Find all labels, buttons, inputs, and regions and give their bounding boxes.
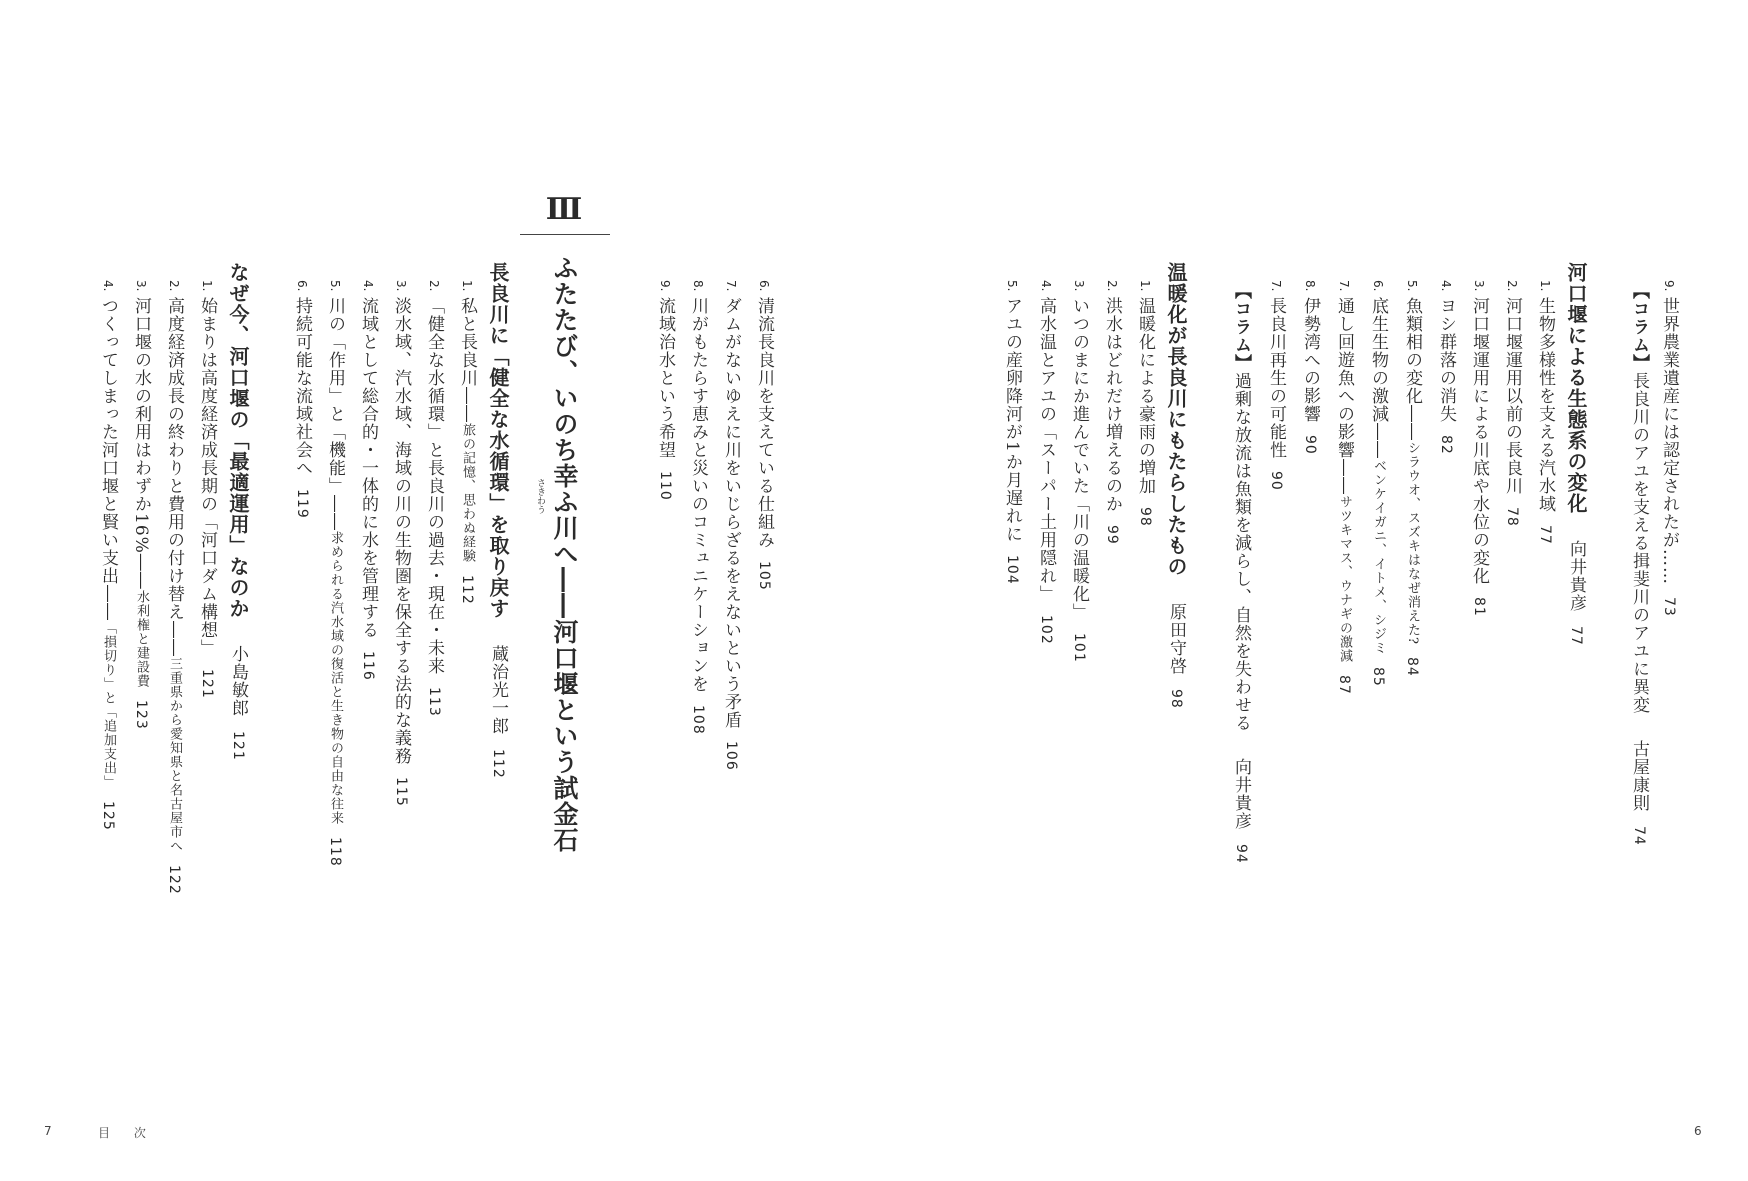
toc-column-entry[interactable]: 【コラム】 過剰な放流は魚類を減らし、自然を失わせる 向井貴彦 94 bbox=[1231, 282, 1251, 864]
toc-entry[interactable]: 3. 河口堰運用による川底や水位の変化 81 bbox=[1469, 280, 1489, 618]
toc-entry[interactable]: 1. 生物多様性を支える汽水域 77 bbox=[1535, 280, 1555, 546]
toc-entry[interactable]: 3. 淡水域、汽水域、海域の川の生物圏を保全する法的な義務 115 bbox=[391, 280, 411, 808]
toc-chapter-water[interactable]: 長良川に「健全な水循環」を取り戻す 蔵治光一郎 112 bbox=[486, 262, 510, 779]
toc-entry[interactable]: 5. アユの産卵降河が1か月遅れに 104 bbox=[1002, 280, 1022, 586]
toc-entry[interactable]: 1. 私と長良川―― 旅の記憶、思わぬ経験 112 bbox=[457, 280, 477, 606]
page-number-right: 6 bbox=[1694, 1124, 1702, 1138]
part-rule bbox=[520, 234, 610, 235]
toc-chapter-ecology[interactable]: 河口堰による生態系の変化 向井貴彦 77 bbox=[1564, 262, 1588, 646]
toc-chapter-why[interactable]: なぜ今、河口堰の「最適運用」なのか 小島敏郎 121 bbox=[226, 262, 250, 761]
part-title-furigana: さきわう bbox=[535, 478, 545, 514]
toc-entry[interactable]: 7. 長良川再生の可能性 90 bbox=[1266, 280, 1286, 492]
toc-entry[interactable]: 3. 河口堰の水の利用はわずか16%―― 水利権と建設費 123 bbox=[131, 280, 151, 730]
page-number-left: 7 bbox=[44, 1124, 52, 1138]
toc-entry[interactable]: 2. 高度経済成長の終わりと費用の付け替え―― 三重県から愛知県と名古屋市へ 122 bbox=[164, 280, 184, 896]
toc-entry[interactable]: 2. 洪水はどれだけ増えるのか 99 bbox=[1102, 280, 1122, 546]
toc-entry[interactable]: 3. いつのまにか進んでいた「川の温暖化」 101 bbox=[1069, 280, 1089, 664]
toc-entry[interactable]: 1. 始まりは高度経済成長期の「河口ダム構想」 121 bbox=[197, 280, 217, 700]
toc-entry[interactable]: 5. 川の「作用」と「機能」―― 求められる汽水域の復活と生き物の自由な往来 118 bbox=[325, 280, 345, 868]
running-head: 目 次 bbox=[98, 1126, 156, 1140]
toc-entry[interactable]: 9. 流域治水という希望 110 bbox=[655, 280, 675, 502]
toc-entry[interactable]: 4. つくってしまった河口堰と賢い支出―― 「損切り」と「追加支出」 125 bbox=[98, 280, 118, 832]
toc-entry[interactable]: 4. 高水温とアユの「スーパー土用隠れ」 102 bbox=[1036, 280, 1056, 646]
toc-chapter-warming[interactable]: 温暖化が長良川にもたらしたもの 原田守啓 98 bbox=[1164, 262, 1188, 709]
part-numeral: Ⅲ bbox=[545, 192, 585, 227]
toc-entry[interactable]: 8. 川がもたらす恵みと災いのコミュニケーションを 108 bbox=[688, 280, 708, 736]
toc-entry[interactable]: 1. 温暖化による豪雨の増加 98 bbox=[1135, 280, 1155, 528]
toc-entry[interactable]: 8. 伊勢湾への影響 90 bbox=[1300, 280, 1320, 456]
toc-entry[interactable]: 7. 通し回遊魚への影響―― サツキマス、ウナギの激減 87 bbox=[1334, 280, 1354, 696]
toc-entry[interactable]: 7. ダムがないゆえに川をいじらざるをえないという矛盾 106 bbox=[721, 280, 741, 772]
toc-entry[interactable]: 9. 世界農業遺産には認定されたが…… 73 bbox=[1659, 280, 1679, 618]
toc-entry[interactable]: 2. 河口堰運用以前の長良川 78 bbox=[1502, 280, 1522, 528]
toc-entry[interactable]: 6. 底生生物の激減―― ベンケイガニ、イトメ、シジミ 85 bbox=[1368, 280, 1388, 688]
toc-column-entry[interactable]: 【コラム】 長良川のアユを支える揖斐川のアユに異変 古屋康則 74 bbox=[1629, 282, 1649, 846]
toc-entry[interactable]: 4. 流域として総合的・一体的に水を管理する 116 bbox=[358, 280, 378, 682]
toc-entry[interactable]: 2. 「健全な水循環」と長良川の過去・現在・未来 113 bbox=[424, 280, 444, 718]
part-title: ふたたび、いのち幸ふ川へ――河口堰という試金石 bbox=[550, 255, 579, 853]
toc-entry[interactable]: 5. 魚類相の変化―― シラウオ、スズキはなぜ消えた? 84 bbox=[1402, 280, 1422, 678]
toc-entry[interactable]: 4. ヨシ群落の消失 82 bbox=[1436, 280, 1456, 456]
toc-entry[interactable]: 6. 持続可能な流域社会へ 119 bbox=[292, 280, 312, 520]
toc-entry[interactable]: 6. 清流長良川を支えている仕組み 105 bbox=[754, 280, 774, 592]
